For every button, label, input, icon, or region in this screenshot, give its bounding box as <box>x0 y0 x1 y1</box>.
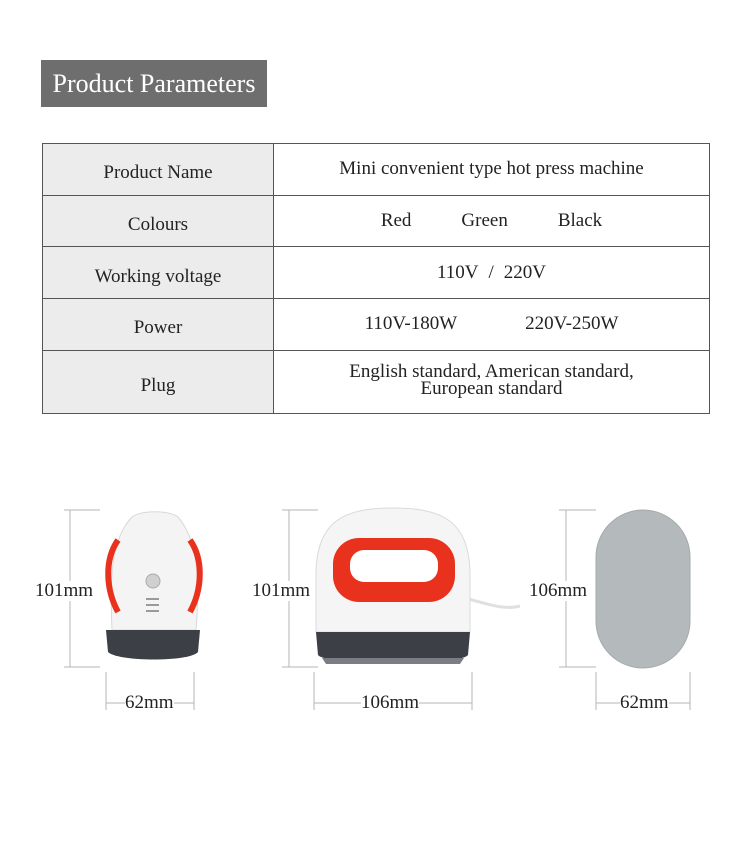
front-width-label: 106mm <box>361 692 420 713</box>
soleplate <box>596 510 690 668</box>
colour-black: Black <box>557 209 603 231</box>
param-value: Mini convenient type hot press machine <box>274 144 710 196</box>
param-value: English standard, American standard, European standard <box>274 350 710 413</box>
param-label: Colours <box>43 195 274 247</box>
colour-green: Green <box>461 209 508 231</box>
section-title: Product Parameters <box>41 60 267 107</box>
bottom-width-label: 62mm <box>620 692 669 713</box>
param-value: 110V / 220V <box>274 247 710 299</box>
front-view-press <box>316 508 520 664</box>
colour-red: Red <box>380 209 412 231</box>
param-label: Product Name <box>43 144 274 196</box>
param-value: 110V-180W 220V-250W <box>274 298 710 350</box>
front-height-label: 101mm <box>252 580 311 601</box>
param-label: Working voltage <box>43 247 274 299</box>
side-height-label: 101mm <box>35 580 94 601</box>
side-view-press <box>106 512 200 660</box>
side-width-label: 62mm <box>125 692 174 713</box>
param-label: Plug <box>43 350 274 413</box>
param-label: Power <box>43 298 274 350</box>
bottom-height-label: 106mm <box>529 580 588 601</box>
